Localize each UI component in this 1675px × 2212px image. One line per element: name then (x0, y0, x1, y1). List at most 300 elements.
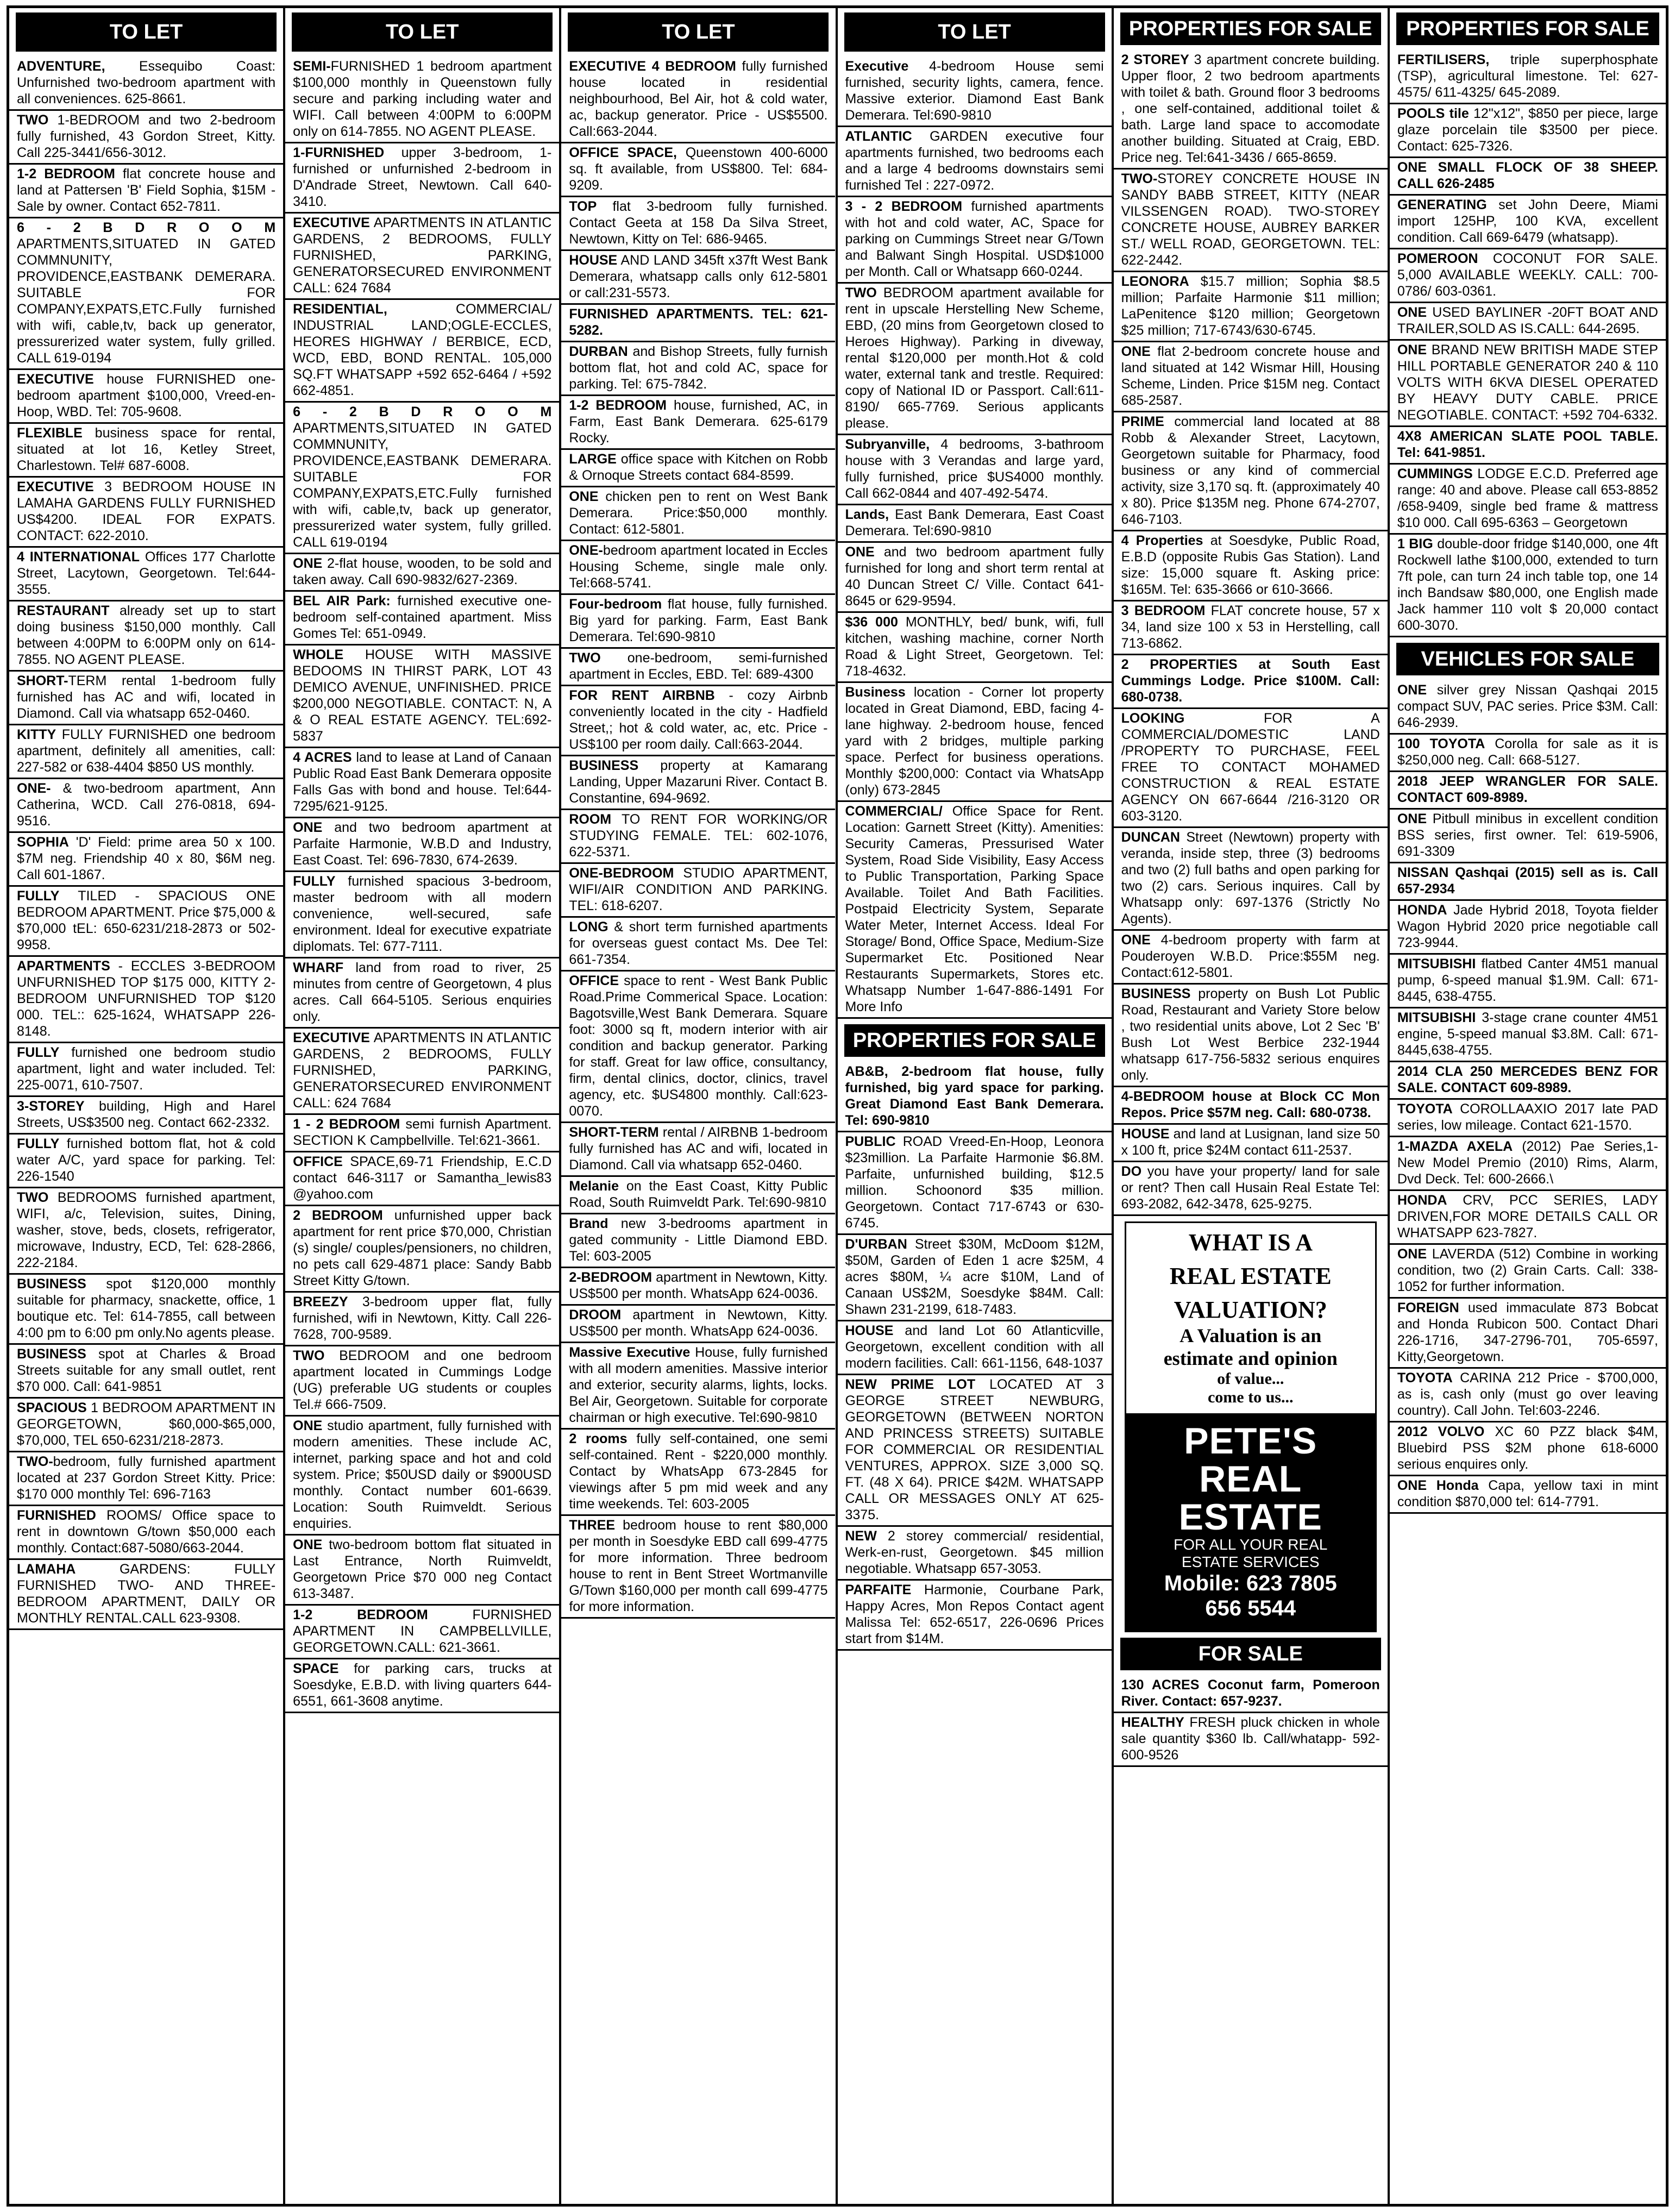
classified-ad (285, 872, 559, 958)
classified-ad (1390, 863, 1666, 901)
ad-text: furnished bottom flat, hot & cold water A/C, yard space for parking. Tel: 226-1540 (17, 1136, 276, 1184)
classified-ad (285, 1206, 559, 1293)
ad-text: CARINA 212 Price - $700,000, as is, cash only (must go over leaving country). Call John. Tel:603-2246. (1397, 1370, 1658, 1418)
classified-ad (9, 370, 283, 424)
classified-ad (285, 1029, 559, 1115)
ad-text: House, fully furnished with all modern amenities. Massive interior and exterior, security alarms, lights, locks. Bel Air, Georgetown. Suitable for corporate chairman or high executive. Tel:690-9810 (569, 1345, 828, 1425)
promo-text: come to us... (1207, 1388, 1294, 1406)
ad-keyword: TWO (17, 1190, 49, 1205)
ad-keyword: $36 000 (845, 615, 898, 630)
ad-text: and two bedroom apartment at Parfaite Harmonie, W.B.D and Industry, East Coast. Tel: 696-7830, 674-2639. (293, 820, 552, 868)
ad-keyword: SPACIOUS (17, 1400, 87, 1415)
ad-keyword: ONE (293, 556, 323, 571)
ad-text: $15.7 million; Sophia $8.5 million; Parfaite Harmonie $11 million; LaPenitence $120 million; Georgetown $25 million; 717-6743/630-6745. (1121, 274, 1380, 338)
ad-text: APARTMENTS,SITUATED IN GATED COMMNUNITY, PROVIDENCE,EASTBANK DEMERARA. SUITABLE FOR COMPANY,EXPATS,ETC.Fully furnished with wifi, cable,tv, back up generator, pressurerized water system, fully grilled. CALL 619-0194 (293, 421, 552, 550)
classified-ad (561, 1306, 835, 1343)
ad-keyword: ONE (1121, 344, 1151, 359)
classified-ad (561, 487, 835, 541)
ad-text: GARDENS: FULLY FURNISHED TWO- AND THREE-BEDROOM APARTMENT, DAILY OR MONTHLY RENTAL.CALL 623-9308. (17, 1562, 276, 1626)
ad-keyword: ONE (1397, 811, 1427, 826)
ad-keyword: PUBLIC (845, 1134, 896, 1149)
ad-keyword: Melanie (569, 1179, 619, 1194)
classified-ad (838, 1375, 1112, 1527)
classified-ad (9, 1097, 283, 1135)
ad-keyword: Lands, (845, 507, 889, 522)
ad-text: FURNISHED 1 bedroom apartment $100,000 monthly in Queenstown fully secure and parking including water and WIFI. Call between 4:00PM to 6:00PM only on 614-7855. NO AGENT PLEASE. (293, 59, 552, 139)
ad-keyword: NEW PRIME LOT (845, 1377, 976, 1392)
ad-keyword: 6 - 2 B D R O O M (17, 220, 276, 235)
ad-text: 3-stage crane counter 4M51 engine, 5-speed manual $3.8M. Call: 671-8445,638-4755. (1397, 1010, 1658, 1058)
ad-keyword: ONE SMALL FLOCK OF 38 SHEEP. CALL 626-2485 (1397, 160, 1658, 191)
section-header: PROPERTIES FOR SALE (844, 1024, 1105, 1057)
ad-text: 4 bedrooms, 3-bathroom house with 3 Verandas and large yard, fully furnished, price $US4000 monthly. Call 662-0844 and 407-492-5474. (845, 437, 1104, 501)
classified-ad (561, 972, 835, 1123)
ad-text: SPACE,69-71 Friendship, E.C.D contact 646-3117 or Samantha_lewis83 @yahoo.com (293, 1154, 552, 1202)
ad-text: APARTMENTS IN ATLANTIC GARDENS, 2 BEDROOMS, FULLY FURNISHED, PARKING, GENERATORSECURED ENVIRONMENT CALL: 624 7684 (293, 1030, 552, 1111)
ad-keyword: DURBAN (569, 344, 628, 359)
ad-keyword: ONE (1121, 932, 1151, 948)
classified-ad (561, 143, 835, 197)
ad-text: MONTHLY, bed/ bunk, wifi, full kitchen, washing machine, corner North Road & Light Street, Georgetown. Tel: 718-4632. (845, 615, 1104, 679)
classified-ad (1390, 196, 1666, 249)
ad-text: BRAND NEW BRITISH MADE STEP HILL PORTABLE GENERATOR 240 & 110 VOLTS WITH 6KVA DIESEL OPERATED BY HEAVY DUTY CABLE. PRICE NEGOTIABLE. CONTACT: +592 704-6332. (1397, 342, 1658, 423)
classified-ad (1114, 1676, 1388, 1713)
classified-ad (1390, 681, 1666, 735)
classified-ad (9, 424, 283, 478)
classified-ad (1390, 1245, 1666, 1299)
ad-keyword: ONE- (17, 781, 51, 796)
ad-text: LOCATED AT 3 GEORGE STREET NEWBURG, GEORGETOWN (BETWEEN NORTON AND PRINCESS STREETS) SUITABLE FOR COMMERCIAL OR RESIDENTIAL VENTURES, APPROX. SIZE 3,000 SQ. FT. (48 X 64). PRICE $42M. WHATSAPP CALL OR MESSAGES ONLY AT 625-3375. (845, 1377, 1104, 1522)
classified-ad (1390, 1191, 1666, 1245)
classified-ad (1390, 465, 1666, 535)
classified-ad (1114, 1125, 1388, 1162)
ad-text: spot $120,000 monthly suitable for pharmacy, snackette, office, 1 boutique etc. Tel: 614-7855, call between 4:00 pm to 6:00 pm only.No agents please. (17, 1276, 276, 1340)
ad-text: BEDROOMS furnished apartment, WIFI, a/c, Television, suites, Dining, washer, stove, beds, closets, refrigerator, microwave, Industry, ECD, Tel: 628-2866, 222-2184. (17, 1190, 276, 1270)
classified-ad (838, 1527, 1112, 1581)
classified-ad (9, 779, 283, 833)
ad-keyword: 100 TOYOTA (1397, 736, 1485, 751)
ad-text: furnished executive one-bedroom self-contained apartment. Miss Gomes Tel: 651-0949. (293, 593, 552, 641)
ad-text: 3 BEDROOM HOUSE IN LAMAHA GARDENS FULLY FURNISHED US$4200. IDEAL FOR EXPATS. CONTACT: 622-2010. (17, 479, 276, 543)
ad-text: 'D' Field: prime area 50 x 100. $7M neg. Friendship 40 x 80, $6M neg. Call 601-1867. (17, 835, 276, 882)
classified-ad (838, 802, 1112, 1019)
classified-ad (561, 197, 835, 251)
ad-keyword: FLEXIBLE (17, 425, 83, 441)
classified-ad (9, 1399, 283, 1452)
ad-text: new 3-bedrooms apartment in gated community - Little Diamond EBD. Tel: 603-2005 (569, 1216, 828, 1264)
ad-keyword: NISSAN Qashqai (2015) sell as is. Call 657-2934 (1397, 865, 1658, 897)
section-header: TO LET (568, 12, 829, 52)
classified-ad (9, 218, 283, 370)
ad-text: STOREY CONCRETE HOUSE IN SANDY BABB STREET, KITTY (NEAR VILSSENGEN ROAD). TWO-STOREY CONCRETE HOUSE, AUBREY BARKER ST./ WELL ROAD, GEORGETOWN. TEL: 622-2442. (1121, 171, 1380, 268)
ad-keyword: EXECUTIVE (293, 1030, 370, 1045)
classified-ad (1114, 709, 1388, 828)
classified-ad (1114, 51, 1388, 170)
classified-ad (1114, 272, 1388, 342)
classified-ad (561, 57, 835, 143)
column-6 (1390, 8, 1666, 2204)
classified-ad (9, 165, 283, 218)
promo-text: WHAT IS A (1188, 1229, 1313, 1256)
ad-text: flat 2-bedroom concrete house and land situated at 142 Wismar Hill, Housing Scheme, Linden. Price $15M neg. Contact 685-2587. (1121, 344, 1380, 408)
ad-keyword: LONG (569, 919, 608, 935)
classified-ad (561, 1268, 835, 1306)
ad-keyword: APARTMENTS (17, 958, 110, 974)
classified-ad (9, 833, 283, 887)
ad-text: property at Kamarang Landing, Upper Mazaruni River. Contact B. Constantine, 694-9692. (569, 758, 828, 806)
classified-ad (1390, 955, 1666, 1008)
ad-keyword: WHOLE (293, 647, 344, 662)
ad-keyword: OFFICE (569, 973, 619, 988)
ad-text: apartment in Newtown, Kitty. US$500 per month. WhatsApp 624-0036. (569, 1307, 828, 1339)
ad-keyword: 2014 CLA 250 MERCEDES BENZ FOR SALE. CONTACT 609-8989. (1397, 1064, 1658, 1095)
ad-text: space to rent - West Bank Public Road.Prime Commerical Space. Location: Bagotsville,West Bank Demerara. Square foot: 3000 sq ft, modern interior with air condition and backup generator. Parking for staff. Great for law office, consultancy, firm, dental clinics, doctor, clinics, travel agency, etc. $US4800 monthly. Call:623-0070. (569, 973, 828, 1119)
ad-keyword: SOPHIA (17, 835, 69, 850)
ad-text: XC 60 PZZ black $4M, Bluebird PSS $2M phone 618-6000 serious enquires only. (1397, 1424, 1658, 1472)
classified-ad (285, 1115, 559, 1152)
ad-text: (2012) Pae Series,1- New Model Premio (2010) Rims, Alarm, Dvd Deck. Tel: 600-2666.\ (1397, 1139, 1658, 1187)
ad-text: and land at Lusignan, land size 50 x 100 ft, price $24M contact 611-2537. (1121, 1126, 1380, 1158)
ad-text: & two-bedroom apartment, Ann Catherina, WCD. Call 276-0818, 694-9516. (17, 781, 276, 829)
ad-keyword: SPACE (293, 1661, 339, 1676)
ad-keyword: EXECUTIVE (17, 479, 94, 494)
ad-text: LAVERDA (512) Combine in working condition, two (2) Grain Carts. Call: 338-1052 for further information. (1397, 1246, 1658, 1294)
ad-keyword: HOUSE (569, 253, 618, 268)
ad-keyword: SHORT-TERM (569, 1125, 659, 1140)
ad-keyword: HEALTHY (1121, 1715, 1184, 1730)
ad-keyword: Brand (569, 1216, 608, 1231)
section-header: TO LET (292, 12, 553, 52)
classified-ad (838, 284, 1112, 435)
ad-text: Street (Newtown) property with veranda, inside step, three (3) bedrooms and two (2) full baths and open parking for two (2) cars. Serious inquires. Call by Whatsapp only: 697-1376 (Strictly No Agents). (1121, 830, 1380, 926)
ad-keyword: BUSINESS (17, 1346, 86, 1362)
classified-ad (838, 1581, 1112, 1651)
classified-ad (838, 1321, 1112, 1375)
classified-ad (285, 1293, 559, 1346)
classified-ad (1114, 1087, 1388, 1125)
classified-ad (561, 1430, 835, 1516)
ad-keyword: HONDA (1397, 1193, 1447, 1208)
classified-ad (838, 683, 1112, 802)
classified-ad (561, 649, 835, 686)
ad-keyword: Four-bedroom (569, 597, 662, 612)
ad-keyword: Subryanville, (845, 437, 930, 452)
ad-text: TILED - SPACIOUS ONE BEDROOM APARTMENT. Price $75,000 & $70,000 tEL: 650-6231/218-2873 or 502-9958. (17, 888, 276, 953)
ad-text: FOR A COMMERCIAL/DOMESTIC LAND /PROPERTY TO PURCHASE, FEEL FREE TO CONTACT MOHAMED CONSTRUCTION & REAL ESTATE AGENCY ON 667-6644 /216-3120 OR 603-3120. (1121, 711, 1380, 824)
ad-keyword: TWO (845, 285, 877, 300)
ad-text: APARTMENTS IN ATLANTIC GARDENS, 2 BEDROOMS, FULLY FURNISHED, PARKING, GENERATORSECURED ENVIRONMENT CALL: 624 7684 (293, 215, 552, 296)
ad-text: HOUSE WITH MASSIVE BEDOOMS IN THIRST PARK, LOT 43 DEMICO AVENUE, UNFINISHED. PRICE $200,000 NEGOTIABLE. CONTACT: N, A & O REAL ESTATE AGENCY. TEL:692-5837 (293, 647, 552, 744)
classified-ad (561, 342, 835, 396)
logo-text: FOR ALL YOUR REAL (1174, 1536, 1328, 1553)
classified-ad (9, 672, 283, 725)
classified-ad (1390, 341, 1666, 427)
classified-ad (1390, 158, 1666, 196)
classified-ad (1114, 655, 1388, 709)
ad-keyword: 2 BEDROOM (293, 1208, 383, 1223)
ad-keyword: SEMI- (293, 59, 331, 74)
ad-text: upper 3-bedroom, 1-furnished or unfurnished 2-bedroom in D'Andrade Street, Newtown. Call 640-3410. (293, 145, 552, 209)
classified-ad (1114, 531, 1388, 601)
classified-ad (9, 1135, 283, 1188)
ad-text: at Soesdyke, Public Road, E.B.D (opposite Rubis Gas Station). Land size: 15,000 square ft. Asking price: $165M. Tel: 635-3666 or 610-3666. (1121, 533, 1380, 597)
ad-text: APARTMENTS,SITUATED IN GATED COMMNUNITY, PROVIDENCE,EASTBANK DEMERARA. SUITABLE FOR COMPANY,EXPATS,ETC.Fully furnished with wifi, cable,tv, back up generator, pressurerized water system, fully grilled. CALL 619-0194 (17, 236, 276, 366)
ad-keyword: WHARF (293, 960, 344, 975)
ad-text: set John Deere, Miami import 125HP, 100 KVA, excellent condition. Call 669-6479 (whatsapp). (1397, 197, 1658, 245)
classified-ad (561, 1343, 835, 1430)
ad-text: 3-bedroom upper flat, fully furnished, wifi in Newtown, Kitty. Call 226-7628, 700-9589. (293, 1294, 552, 1342)
ad-keyword: FERTILISERS, (1397, 52, 1490, 67)
ad-text: and land Lot 60 Atlanticville, Georgetown, excellent condition with all modern facilities. Call: 661-1156, 648-1037 (845, 1323, 1104, 1371)
classified-ad (1390, 249, 1666, 303)
classified-ad (285, 1659, 559, 1713)
ad-keyword: LARGE (569, 452, 617, 467)
ad-keyword: BREEZY (293, 1294, 348, 1309)
logo-text: ESTATE SERVICES (1181, 1553, 1320, 1570)
logo-text: 656 5544 (1205, 1596, 1296, 1620)
classified-ad (285, 1152, 559, 1206)
ad-text: location - Corner lot property located in Great Diamond, EBD, facing 4-lane highway. 2-bedroom house, fenced yard with 2 bridges, multiple parking space. Perfect for business operations. Monthly $200,000: Contact via WhatsApp (only) 673-2845 (845, 685, 1104, 798)
classified-ad (1390, 901, 1666, 955)
ad-keyword: 2 PROPERTIES at South East Cummings Lodge. Price $100M. Call: 680-0738. (1121, 657, 1380, 705)
classified-ad (285, 592, 559, 646)
ad-text: furnished one bedroom studio apartment, light and water included. Tel: 225-0071, 610-7507. (17, 1045, 276, 1093)
classified-ad (9, 478, 283, 548)
ad-text: COCONUT FOR SALE. 5,000 AVAILABLE WEEKLY. CALL: 700-0786/ 603-0361. (1397, 251, 1658, 299)
ad-keyword: TOP (569, 199, 597, 214)
ad-keyword: AB&B, 2-bedroom flat house, fully furnished, big yard space for parking. Great Diamond East Bank Demerara. Tel: 690-9810 (845, 1064, 1104, 1128)
ad-text: used immaculate 873 Bobcat and Honda Rubicon 500. Contact Dhari 226-1716, 347-2796-701, 705-6597, Kitty,Georgetown. (1397, 1300, 1658, 1364)
ad-keyword: ONE (293, 1537, 323, 1552)
classified-ad (1390, 51, 1666, 104)
ad-text: Pitbull minibus in excellent condition BSS series, first owner. Tel: 619-5906, 691-3309 (1397, 811, 1658, 859)
ad-text: house FURNISHED one-bedroom apartment $100,000, Vreed-en-Hoop, WBD. Tel: 705-9608. (17, 372, 276, 419)
ad-keyword: ONE (569, 489, 599, 504)
ad-text: ROOMS/ Office space to rent in downtown G/town $50,000 each monthly. Contact:687-5080/663-2044. (17, 1508, 276, 1556)
ad-text: 2-flat house, wooden, to be sold and taken away. Call 690-9832/627-2369. (293, 556, 552, 587)
ad-keyword: TOYOTA (1397, 1370, 1453, 1386)
section-header: PROPERTIES FOR SALE (1396, 12, 1659, 45)
ad-keyword: FULLY (17, 1136, 60, 1151)
ad-text: ROAD Vreed-En-Hoop, Leonora $23million. La Parfaite Harmonie $6.8M. Parfaite, unfurnished building, $12.5 million. Schoonord $35 million. Georgetown. Contact 717-6743 or 630-6745. (845, 1134, 1104, 1231)
classified-ad (285, 1417, 559, 1536)
ad-keyword: ONE- (569, 543, 603, 558)
classified-ad (838, 1235, 1112, 1321)
classified-ad (285, 1606, 559, 1659)
classified-ad (1390, 1423, 1666, 1476)
ad-keyword: TOYOTA (1397, 1101, 1453, 1117)
ad-keyword: DROOM (569, 1307, 622, 1323)
classified-ad (838, 127, 1112, 197)
classified-ad (285, 57, 559, 143)
ad-text: bedroom apartment located in Eccles Housing Scheme, single male only. Tel:668-5741. (569, 543, 828, 591)
classified-ad (285, 143, 559, 214)
ad-keyword: DO (1121, 1164, 1142, 1179)
ad-text: East Bank Demerara, East Coast Demerara. Tel:690-9810 (845, 507, 1104, 538)
ad-text: Capa, yellow taxi in mint condition $870,000 tel: 614-7791. (1397, 1478, 1658, 1509)
ad-keyword: D'URBAN (845, 1237, 907, 1252)
ad-text: BEDROOM apartment available for rent in upscale Herstelling New Scheme, EBD, (20 mins from Georgetown closed to Heroes Highway). Parking in diveway, rental $120,000 per month.Hot & cold water, external tank and trestle. Required: copy of National ID or Passport. Call:611-8190/ 665-7769. Serious applicants please. (845, 285, 1104, 431)
ad-keyword: FOR RENT AIRBNB (569, 688, 715, 703)
ad-keyword: ONE (1397, 682, 1427, 698)
ad-text: on the East Coast, Kitty Public Road, South Ruimveldt Park. Tel:690-9810 (569, 1179, 828, 1210)
classified-ad (838, 1132, 1112, 1235)
ad-text: property on Bush Lot Public Road, Restaurant and Variety Store below , two residential units above, Lot 2 Sec 'B' Bush Lot West Berbice 232-1944 whatsapp 617-756-5832 serious enquires only. (1121, 986, 1380, 1083)
ad-text: FLAT concrete house, 57 x 34, land size 100 x 53 in Herstelling, call 713-6862. (1121, 603, 1380, 651)
ad-keyword: FULLY (17, 1045, 60, 1060)
ad-keyword: CUMMINGS (1397, 466, 1473, 481)
ad-text: 3 apartment concrete building. Upper floor, 2 two bedroom apartments with toilet & bath. Ground floor 3 bedrooms , one self-contained, additional toilet & bath. Large land space to accomodate another building. Situated at Craig, EBD. Price neg. Tel:641-3436 / 665-8659. (1121, 52, 1380, 165)
classified-ad (9, 57, 283, 111)
ad-keyword: ONE-BEDROOM (569, 866, 674, 881)
ad-keyword: 1-2 BEDROOM (569, 398, 667, 413)
classified-ad (561, 918, 835, 972)
classified-ad (838, 435, 1112, 505)
ad-text: house, furnished, AC, in Farm, East Bank Demerara. 625-6179 Rocky. (569, 398, 828, 446)
classified-ad (1114, 985, 1388, 1087)
ad-keyword: 3 - 2 BEDROOM (845, 199, 963, 214)
ad-text: USED BAYLINER -20FT BOAT AND TRAILER,SOLD AS IS.CALL: 644-2695. (1397, 305, 1658, 336)
ad-text: bedroom, fully furnished apartment located at 237 Gordon Street Kitty. Price: $170 000 monthly Tel: 696-7163 (17, 1454, 276, 1502)
ad-text: double-door fridge $140,000, one 4ft Rockwell lathe $100,000, extended to turn 7ft pole, can turn 24 inch table top, one 14 inch Bandsaw $80,000, one English made Jack hammer 110 volt $ 20,000 contact 600-3070. (1397, 536, 1658, 633)
ad-keyword: OFFICE (293, 1154, 343, 1169)
classified-ad (561, 756, 835, 810)
ad-text: studio apartment, fully furnished with modern amenities. These include AC, internet, parking space and hot and cold system. Price; $50USD daily or $900USD monthly. Contact number 601-6639. Location: South Ruimveldt. Serious enquiries. (293, 1418, 552, 1531)
ad-text: semi furnish Apartment. SECTION K Campbellville. Tel:621-3661. (293, 1117, 552, 1148)
ad-text: - ECCLES 3-BEDROOM UNFURNISHED TOP $175 000, KITTY 2-BEDROOM UNFURNISHED TOP $120 000. TEL:: 625-1624, WHATSAPP 226-8148. (17, 958, 276, 1039)
ad-text: furnished spacious 3-bedroom, master bedroom with all modern convenience, well-secured, safe environment. Ideal for executive expatriate diplomats. Tel: 677-7111. (293, 874, 552, 954)
ad-text: flat house, fully furnished. Big yard for parking. Farm, East Bank Demerara. Tel:690-9810 (569, 597, 828, 644)
classified-ad (1390, 772, 1666, 810)
ad-keyword: 1 BIG (1397, 536, 1433, 552)
section-header: FOR SALE (1120, 1638, 1381, 1670)
classified-ad (9, 957, 283, 1043)
ad-text: spot at Charles & Broad Streets suitable for any small outlet, rent $70 000. Call: 641-9851 (17, 1346, 276, 1394)
ad-text: BEDROOM and one bedroom apartment located in Cummings Lodge (UG) preferable UG students or couples Tel.# 666-7509. (293, 1348, 552, 1412)
column-4 (838, 8, 1112, 2204)
ad-keyword: 1 - 2 BEDROOM (293, 1117, 400, 1132)
ad-keyword: FURNISHED (17, 1508, 96, 1523)
classified-ad (285, 214, 559, 300)
ad-keyword: 4X8 AMERICAN SLATE POOL TABLE. Tel: 641-9851. (1397, 429, 1658, 460)
ad-text: Harmonie, Courbane Park, Happy Acres, Mon Repos Contact agent Malissa Tel: 652-6517, 226-0696 Prices start from $14M. (845, 1582, 1104, 1646)
ad-text: chicken pen to rent on West Bank Demerara. Price:$50,000 monthly. Contact: 612-5801. (569, 489, 828, 537)
ad-keyword: ATLANTIC (845, 129, 912, 144)
ad-keyword: BEL AIR Park: (293, 593, 391, 609)
classified-ad (1114, 342, 1388, 412)
column-1 (9, 8, 283, 2204)
promo-text: estimate and opinion (1163, 1348, 1338, 1369)
ad-keyword: 4 ACRES (293, 750, 352, 765)
ad-keyword: RESTAURANT (17, 603, 110, 618)
classified-ad (285, 748, 559, 818)
classified-ad (1114, 170, 1388, 272)
ad-keyword: 3 BEDROOM (1121, 603, 1206, 618)
ad-keyword: TWO (293, 1348, 325, 1363)
ad-text: Queenstown 400-6000 sq. ft available, from US$800. Tel: 684-9209. (569, 145, 828, 193)
promo-text: A Valuation is an (1180, 1325, 1322, 1346)
ad-keyword: FOREIGN (1397, 1300, 1459, 1315)
ad-text: flat concrete house and land at Pattersen 'B' Field Sophia, $15M - Sale by owner. Contact 652-7811. (17, 166, 276, 214)
ad-text: and Bishop Streets, fully furnish bottom flat, hot and cold AC, space for parking. Tel: 675-7842. (569, 344, 828, 392)
ad-keyword: HONDA (1397, 903, 1447, 918)
ad-keyword: TWO (17, 112, 49, 128)
ad-keyword: MITSUBISHI (1397, 956, 1476, 972)
ad-keyword: ONE (293, 1418, 323, 1433)
classified-ad (1114, 1713, 1388, 1767)
classified-ad (561, 541, 835, 595)
ad-keyword: TWO- (17, 1454, 53, 1469)
classified-ad (561, 450, 835, 487)
classified-ad (1390, 1062, 1666, 1100)
classified-ad (561, 251, 835, 305)
ad-text: furnished apartments with hot and cold water, AC, Space for parking on Cummings Street near G/Town and Balwant Singh Hospital. USD$1000 per Month. Call or Whatsapp 660-0244. (845, 199, 1104, 279)
classified-ad (561, 810, 835, 864)
ad-keyword: ROOM (569, 812, 612, 827)
ad-keyword: EXECUTIVE (17, 372, 94, 387)
classified-ad (9, 725, 283, 779)
classified-ad (1390, 1137, 1666, 1191)
ad-keyword: HOUSE (845, 1323, 894, 1338)
classified-ad (838, 505, 1112, 543)
ad-keyword: 2012 VOLVO (1397, 1424, 1485, 1439)
ad-keyword: RESIDENTIAL, (293, 302, 387, 317)
ad-text: CRV, PCC SERIES, LADY DRIVEN,FOR MORE DETAILS CALL OR WHATSAPP 623-7827. (1397, 1193, 1658, 1240)
ad-keyword: PRIME (1121, 414, 1164, 429)
ad-keyword: KITTY (17, 727, 57, 742)
ad-keyword: LOOKING (1121, 711, 1185, 726)
ad-text: FURNISHED APARTMENT IN CAMPBELLVILLE, GEORGETOWN.CALL: 621-3661. (293, 1607, 552, 1655)
ad-text: Essequibo Coast: Unfurnished two-bedroom apartment with all conveniences. 625-8661. (17, 59, 276, 106)
ad-keyword: FURNISHED APARTMENTS. TEL: 621-5282. (569, 306, 828, 338)
ad-text: for parking cars, trucks at Soesdyke, E.B.D. with living quarters 644-6551, 661-3608 anytime. (293, 1661, 552, 1709)
ad-keyword: ADVENTURE, (17, 59, 105, 74)
classified-ad (1390, 1476, 1666, 1514)
classified-ad (285, 646, 559, 748)
ad-keyword: ONE (1397, 305, 1427, 320)
ad-text: Offices 177 Charlotte Street, Lacytown, Georgetown. Tel:644-3555. (17, 549, 276, 597)
classified-ad (561, 1123, 835, 1177)
ad-text: business space for rental, situated at lot 16, Ketley Street, Charlestown. Tel# 687-6008. (17, 425, 276, 473)
ad-text: 2 storey commercial/ residential, Werk-en-rust, Georgetown. $45 million negotiable. Whatsapp 657-3053. (845, 1528, 1104, 1576)
column-3 (561, 8, 835, 2204)
classified-ad (285, 1346, 559, 1417)
ad-text: fully furnished house located in residential neighbourhood, Bel Air, hot & cold water, ac, backup generator. Price - US$5500. Call:663-2044. (569, 59, 828, 139)
classified-ad (561, 864, 835, 918)
classified-ad (561, 1177, 835, 1214)
ad-text: fully self-contained, one semi self-contained. Rent - $220,000 monthly. Contact by WhatsApp 673-2845 for viewings after 5 pm mid week and any time weekends. Tel: 603-2005 (569, 1431, 828, 1512)
ad-keyword: COMMERCIAL/ (845, 804, 943, 819)
ad-text: bedroom house to rent $80,000 per month in Soesdyke EBD call 699-4775 for more information. Three bedroom house to rent in Bent Street Wortmanville G/Town $160,000 per month call 699-4775 for more information. (569, 1518, 828, 1614)
classified-ad (838, 1062, 1112, 1132)
ad-text: land from road to river, 25 minutes from centre of Georgetown, 4 plus acres. Call 664-5105. Serious enquiries only. (293, 960, 552, 1024)
ad-text: FRESH pluck chicken in whole sale quantity $360 lb. Call/whatapp- 592-600-9526 (1121, 1715, 1380, 1763)
classified-ad (561, 1516, 835, 1619)
ad-keyword: THREE (569, 1518, 616, 1533)
classified-ad (9, 1560, 283, 1630)
ad-keyword: 6 - 2 B D R O O M (293, 404, 552, 419)
ad-keyword: EXECUTIVE (293, 215, 370, 230)
ad-text: Office Space for Rent. Location: Garnett Street (Kitty). Amenities: Security Cameras, Pressurised Water System, Road Side Visibility, Easy Access to Public Transportation, Parking Space Available. Toilet And Bath Facilities. Postpaid Electricity System, Separate Water Meter, Internet Access. Ideal For Storage/ Bond, Office Space, Medium-Size Supermarket Etc. Positioned Near Restaurants Supermarkets, Stores etc. Whatsapp Number 1-647-886-1491 For More Info (845, 804, 1104, 1014)
classified-ad (561, 1214, 835, 1268)
ad-keyword: TWO- (1121, 171, 1158, 186)
ad-keyword: FULLY (293, 874, 336, 889)
classified-ad (1114, 601, 1388, 655)
ad-keyword: BUSINESS (569, 758, 639, 773)
ad-keyword: BUSINESS (1121, 986, 1191, 1001)
classified-ad (838, 57, 1112, 127)
promo-text: of value... (1217, 1370, 1284, 1388)
